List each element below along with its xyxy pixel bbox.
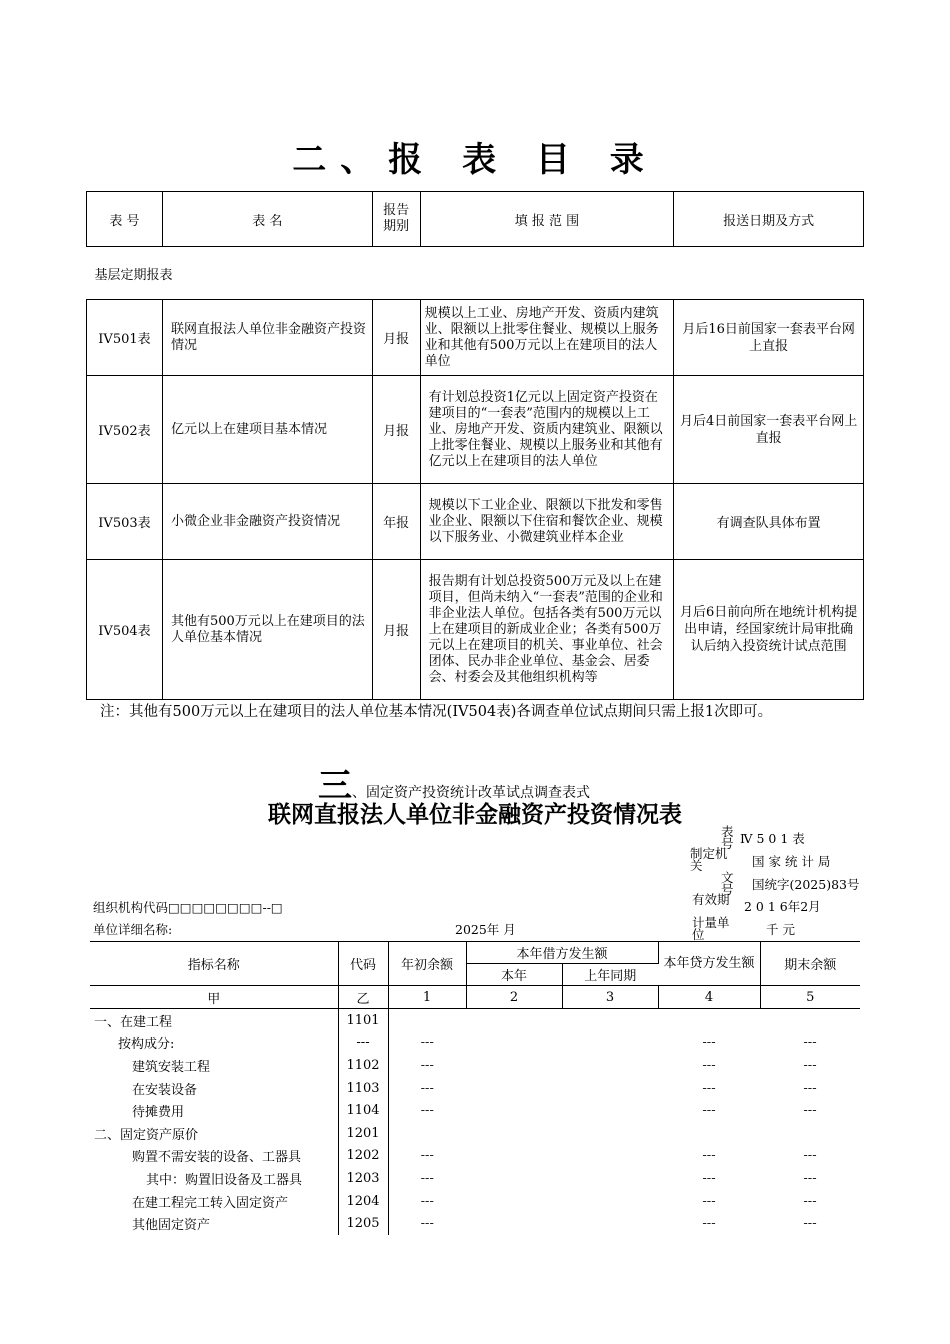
value-cell[interactable] bbox=[466, 1054, 562, 1077]
value-cell[interactable] bbox=[562, 1054, 658, 1077]
value-cell[interactable] bbox=[388, 1122, 466, 1145]
value-cell[interactable] bbox=[562, 1032, 658, 1055]
meta-doc-no: 国统字(2025)83号 bbox=[752, 877, 860, 892]
col-header-submit: 报送日期及方式 bbox=[674, 192, 864, 247]
table-code: IV501表 bbox=[87, 300, 163, 376]
table-code: IV502表 bbox=[87, 376, 163, 484]
indicator-code: 1203 bbox=[338, 1167, 388, 1190]
table-period: 月报 bbox=[372, 376, 420, 484]
table-name: 联网直报法人单位非金融资产投资情况 bbox=[162, 300, 372, 376]
meta-authority: 国 家 统 计 局 bbox=[752, 854, 831, 869]
value-cell[interactable]: --- bbox=[420, 1216, 434, 1232]
col-indicator-name: 指标名称 bbox=[90, 942, 338, 986]
table-row bbox=[90, 1190, 860, 1213]
table-row bbox=[90, 1077, 860, 1100]
meta-label-unit: 计量单位 bbox=[692, 915, 730, 942]
meta-label-authority: 制定机关 bbox=[690, 846, 728, 873]
table-submit: 有调查队具体布置 bbox=[674, 484, 864, 560]
value-cell[interactable] bbox=[388, 1009, 466, 1032]
table-period: 月报 bbox=[372, 560, 420, 700]
value-cell[interactable] bbox=[466, 1032, 562, 1055]
value-cell[interactable] bbox=[562, 1009, 658, 1032]
value-cell[interactable] bbox=[466, 1122, 562, 1145]
index-cell: 4 bbox=[658, 986, 760, 1009]
col-header-period: 报告期别 bbox=[372, 192, 420, 247]
indicator-name: 其中：购置旧设备及工器具 bbox=[146, 1172, 303, 1188]
value-cell[interactable]: --- bbox=[803, 1057, 817, 1073]
catalog-header-row bbox=[87, 192, 864, 247]
indicator-name: 按构成分: bbox=[118, 1037, 175, 1053]
table-name: 亿元以上在建项目基本情况 bbox=[162, 376, 372, 484]
table-name: 其他有500万元以上在建项目的法人单位基本情况 bbox=[162, 560, 372, 700]
table-code: IV503表 bbox=[87, 484, 163, 560]
table-row bbox=[90, 1212, 860, 1235]
indicator-name: 建筑安装工程 bbox=[132, 1059, 211, 1075]
table-submit: 月后16日前国家一套表平台网上直报 bbox=[674, 300, 864, 376]
section-label: 基层定期报表 bbox=[87, 247, 864, 300]
header-row bbox=[90, 942, 860, 964]
meta-label-valid: 有效期 bbox=[692, 892, 730, 907]
value-cell[interactable]: --- bbox=[420, 1170, 434, 1186]
table-row bbox=[87, 560, 864, 700]
value-cell[interactable]: --- bbox=[803, 1216, 817, 1232]
value-cell[interactable] bbox=[760, 1122, 860, 1145]
indicator-code: --- bbox=[338, 1032, 388, 1055]
col-last-year: 上年同期 bbox=[562, 964, 658, 986]
page-title: 二、报 表 目 录 bbox=[292, 140, 658, 180]
meta-valid: 2 0 1 6年2月 bbox=[744, 899, 821, 914]
value-cell[interactable]: --- bbox=[702, 1170, 716, 1186]
index-row bbox=[90, 986, 860, 1009]
table-scope: 规模以上工业、房地产开发、资质内建筑业、限额以上批零住餐业、规模以上服务业和其他有500万元以上在建项目的法人单位 bbox=[420, 300, 674, 376]
meta-label-doc-no: 文号 bbox=[721, 870, 734, 897]
indicator-name: 购置不需安装的设备、工器具 bbox=[132, 1150, 302, 1166]
value-cell[interactable]: --- bbox=[420, 1103, 434, 1119]
value-cell[interactable] bbox=[466, 1167, 562, 1190]
table-period: 月报 bbox=[372, 300, 420, 376]
report-period: 2025年 月 bbox=[455, 922, 516, 937]
indicator-name: 其他固定资产 bbox=[132, 1218, 211, 1234]
indicator-name: 一、在建工程 bbox=[94, 1014, 173, 1030]
table-scope: 规模以下工业企业、限额以下批发和零售业企业、限额以下住宿和餐饮企业、规模以下服务业、小微建筑业样本企业 bbox=[420, 484, 674, 560]
value-cell[interactable] bbox=[466, 1009, 562, 1032]
value-cell[interactable] bbox=[658, 1009, 760, 1032]
meta-label-form-no: 表号 bbox=[721, 824, 734, 851]
value-cell[interactable] bbox=[562, 1167, 658, 1190]
value-cell[interactable] bbox=[562, 1077, 658, 1100]
index-cell: 乙 bbox=[338, 986, 388, 1009]
index-cell: 3 bbox=[562, 986, 658, 1009]
index-cell: 1 bbox=[388, 986, 466, 1009]
index-cell: 5 bbox=[760, 986, 860, 1009]
table-scope: 有计划总投资1亿元以上固定资产投资在建项目的“一套表”范围内的规模以上工业、房地产开发、资质内建筑业、限额以上批零住餐业、规模以上服务业和其他有亿元以上在建项目的法人单位 bbox=[420, 376, 674, 484]
value-cell[interactable] bbox=[466, 1190, 562, 1213]
indicator-code: 1104 bbox=[338, 1099, 388, 1122]
catalog-note: 注：其他有500万元以上在建项目的法人单位基本情况(IV504表)各调查单位试点期间只需上报1次即可。 bbox=[100, 704, 773, 720]
value-cell[interactable] bbox=[760, 1009, 860, 1032]
value-cell[interactable]: --- bbox=[420, 1057, 434, 1073]
meta-unit: 千 元 bbox=[766, 922, 795, 937]
value-cell[interactable]: --- bbox=[702, 1148, 716, 1164]
value-cell[interactable]: --- bbox=[702, 1035, 716, 1051]
indicator-code: 1204 bbox=[338, 1190, 388, 1213]
col-end-balance: 期末余额 bbox=[760, 942, 860, 986]
value-cell[interactable]: --- bbox=[702, 1216, 716, 1232]
indicator-code: 1201 bbox=[338, 1122, 388, 1145]
value-cell[interactable]: --- bbox=[420, 1080, 434, 1096]
table-row bbox=[87, 484, 864, 560]
table-row bbox=[90, 1145, 860, 1168]
col-this-year: 本年 bbox=[466, 964, 562, 986]
value-cell[interactable]: --- bbox=[420, 1035, 434, 1051]
investment-data-table bbox=[90, 941, 860, 1235]
value-cell[interactable]: --- bbox=[803, 1170, 817, 1186]
value-cell[interactable] bbox=[562, 1145, 658, 1168]
meta-form-no: Ⅳ 5 0 1 表 bbox=[740, 831, 805, 846]
index-cell: 甲 bbox=[90, 986, 338, 1009]
indicator-name: 在安装设备 bbox=[132, 1082, 198, 1098]
col-credit: 本年贷方发生额 bbox=[658, 942, 760, 986]
table-row bbox=[87, 300, 864, 376]
table-row bbox=[90, 1054, 860, 1077]
value-cell[interactable] bbox=[562, 1190, 658, 1213]
index-cell: 2 bbox=[466, 986, 562, 1009]
col-debit: 本年借方发生额 bbox=[466, 942, 658, 964]
value-cell[interactable] bbox=[658, 1122, 760, 1145]
table-submit: 月后6日前向所在地统计机构提出申请，经国家统计局审批确认后纳入投资统计试点范围 bbox=[674, 560, 864, 700]
value-cell[interactable] bbox=[562, 1122, 658, 1145]
indicator-name: 二、固定资产原价 bbox=[94, 1127, 199, 1143]
indicator-code: 1103 bbox=[338, 1077, 388, 1100]
table-period: 年报 bbox=[372, 484, 420, 560]
value-cell[interactable]: --- bbox=[803, 1035, 817, 1051]
indicator-name: 在建工程完工转入固定资产 bbox=[132, 1195, 289, 1211]
value-cell[interactable] bbox=[466, 1145, 562, 1168]
value-cell[interactable] bbox=[466, 1077, 562, 1100]
col-header-code: 表 号 bbox=[87, 192, 163, 247]
unit-name-field: 单位详细名称: bbox=[93, 922, 173, 937]
table-row bbox=[87, 376, 864, 484]
catalog-section-row bbox=[87, 247, 864, 300]
indicator-code: 1202 bbox=[338, 1145, 388, 1168]
section-text: 、固定资产投资统计改革试点调查表式 bbox=[352, 785, 590, 801]
value-cell[interactable]: --- bbox=[702, 1080, 716, 1096]
value-cell[interactable]: --- bbox=[803, 1103, 817, 1119]
org-code-field: 组织机构代码□□□□□□□□--□ bbox=[93, 900, 283, 915]
table-row bbox=[90, 1009, 860, 1032]
value-cell[interactable]: --- bbox=[803, 1193, 817, 1209]
form-title: 联网直报法人单位非金融资产投资情况表 bbox=[268, 802, 682, 828]
table-row bbox=[90, 1167, 860, 1190]
indicator-code: 1102 bbox=[338, 1054, 388, 1077]
col-header-scope: 填 报 范 围 bbox=[420, 192, 674, 247]
section-number: 三 bbox=[318, 766, 352, 806]
table-row bbox=[90, 1122, 860, 1145]
table-scope: 报告期有计划总投资500万元及以上在建项目，但尚未纳入“一套表”范围的企业和非企业法人单位。包括各类有500万元以上在建项目的新成业企业；各类有500万元以上在建项目的机关、事业单位、社会团体、民办非企业单位、基金会、居委会、村委会及其他组织机构等 bbox=[420, 560, 674, 700]
value-cell[interactable]: --- bbox=[420, 1148, 434, 1164]
table-row bbox=[90, 1099, 860, 1122]
table-code: IV504表 bbox=[87, 560, 163, 700]
value-cell[interactable]: --- bbox=[702, 1057, 716, 1073]
table-name: 小微企业非金融资产投资情况 bbox=[162, 484, 372, 560]
value-cell[interactable]: --- bbox=[803, 1080, 817, 1096]
table-row bbox=[90, 1032, 860, 1055]
value-cell[interactable]: --- bbox=[702, 1103, 716, 1119]
indicator-code: 1205 bbox=[338, 1212, 388, 1235]
value-cell[interactable]: --- bbox=[803, 1148, 817, 1164]
col-begin-balance: 年初余额 bbox=[388, 942, 466, 986]
value-cell[interactable] bbox=[466, 1212, 562, 1235]
value-cell[interactable] bbox=[466, 1099, 562, 1122]
table-submit: 月后4日前国家一套表平台网上直报 bbox=[674, 376, 864, 484]
value-cell[interactable] bbox=[562, 1099, 658, 1122]
indicator-name: 待摊费用 bbox=[132, 1105, 185, 1121]
value-cell[interactable]: --- bbox=[702, 1193, 716, 1209]
value-cell[interactable] bbox=[562, 1212, 658, 1235]
report-catalog-table bbox=[86, 191, 864, 700]
value-cell[interactable]: --- bbox=[420, 1193, 434, 1209]
indicator-code: 1101 bbox=[338, 1009, 388, 1032]
col-header-name: 表 名 bbox=[162, 192, 372, 247]
col-code: 代码 bbox=[338, 942, 388, 986]
